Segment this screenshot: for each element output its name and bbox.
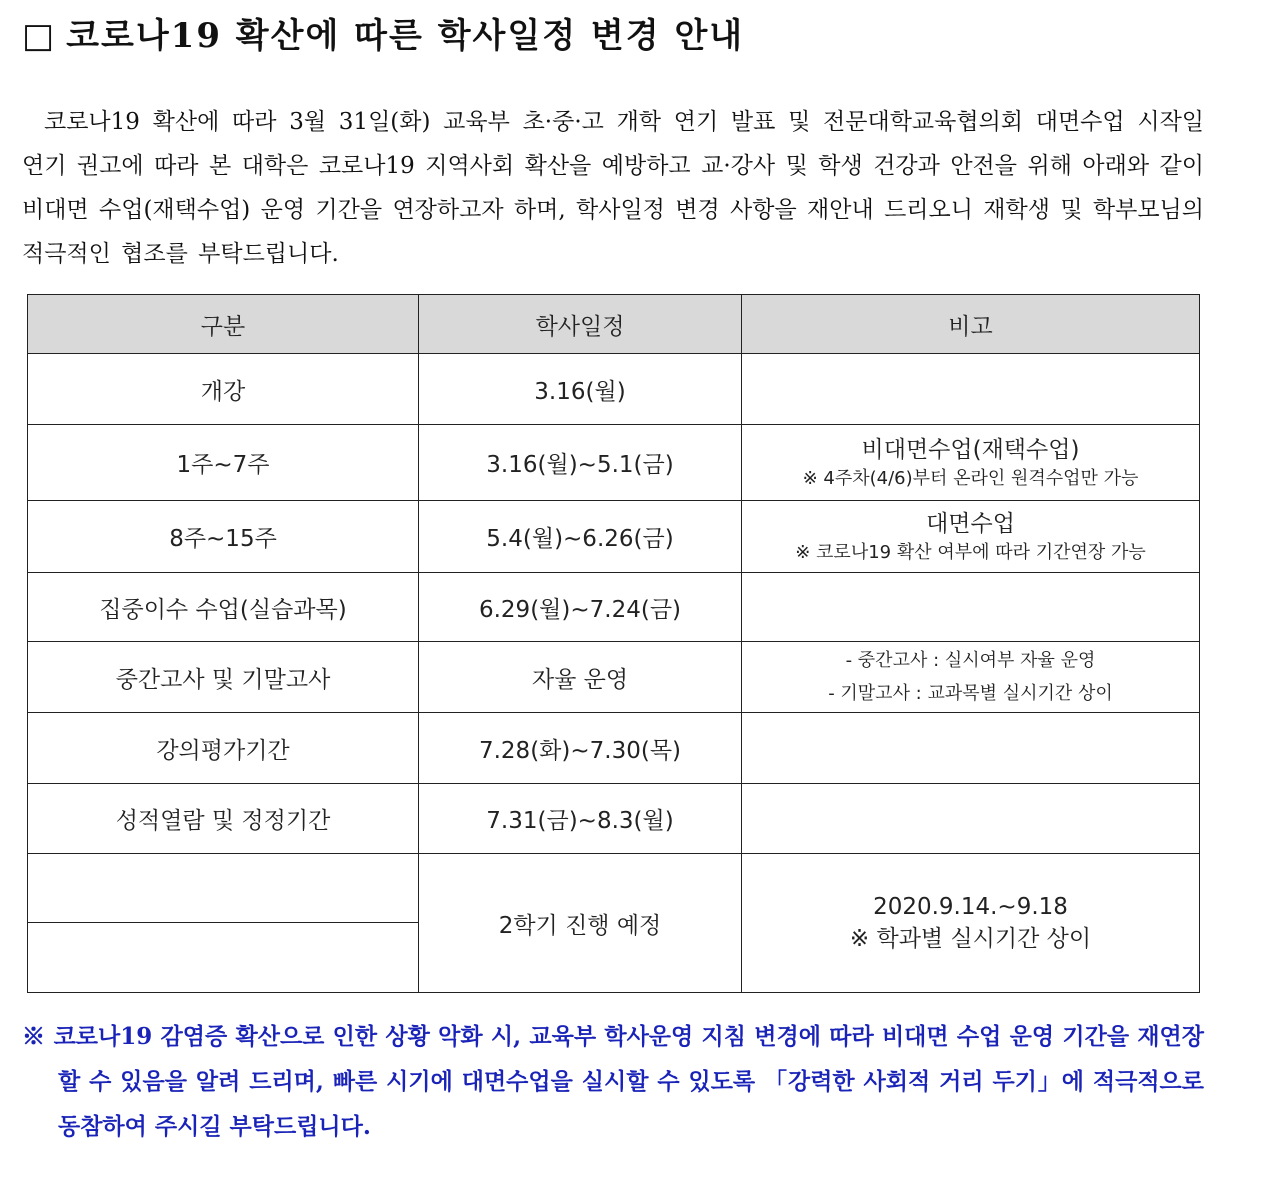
checkbox-glyph: □ [22,16,57,56]
row-category: 개강 [28,354,419,425]
row-schedule: 7.31(금)~8.3(월) [419,784,742,854]
row-schedule: 3.16(월)~5.1(금) [419,425,742,501]
table-row [28,854,1200,923]
row-schedule: 2학기 진행 예정 [419,854,742,993]
table-row [28,713,1200,784]
table-row [28,642,1200,713]
table-row [28,573,1200,642]
row-note [742,642,1200,713]
row-schedule: 7.28(화)~7.30(목) [419,713,742,784]
note-main-text: 대면수업 [926,510,1015,537]
row-category: 1주~7주 [28,425,419,501]
note-sub-text: ※ 코로나19 확산 여부에 따라 기간연장 가능 [795,541,1146,563]
intro-paragraph [22,100,1204,276]
row-note [742,784,1200,854]
row-category: 중간고사 및 기말고사 [28,642,419,713]
row-category [28,854,419,923]
row-category: 집중이수 수업(실습과목) [28,573,419,642]
row-category: 8주~15주 [28,501,419,573]
note-main-text: 비대면수업(재택수업) [861,436,1080,463]
header-category: 구분 [28,295,419,354]
row-note [742,354,1200,425]
row-category: 성적열람 및 정정기간 [28,784,419,854]
row-note [742,713,1200,784]
header-note: 비고 [742,295,1200,354]
row-schedule: 6.29(월)~7.24(금) [419,573,742,642]
note-sub-text: ※ 학과별 실시기간 상이 [849,926,1092,952]
note-line-midterm: - 중간고사 : 실시여부 자율 운영 [845,650,1096,671]
page-title-text: 코로나19 확산에 따른 학사일정 변경 안내 [66,16,745,56]
row-category: 강의평가기간 [28,713,419,784]
notice-text: ※ 코로나19 감염증 확산으로 인한 상황 악화 시, 교육부 학사운영 지침 변경에 따라 비대면 수업 운영 기간을 재연장할 수 있음을 알려 드리며, 빠른 시기에 대면수업을 실시할 수 있도록 「강력한 사회적 거리 두기」에 적극적으로 동참하여 주시길 부탁드립니다. [22,1023,1204,1140]
table-row [28,425,1200,501]
row-schedule: 5.4(월)~6.26(금) [419,501,742,573]
page-title [22,8,744,57]
row-schedule: 자율 운영 [419,642,742,713]
note-main-text: 2020.9.14.~9.18 [873,894,1068,920]
intro-text: 코로나19 확산에 따라 3월 31일(화) 교육부 초·중·고 개학 연기 발표 및 전문대학교육협의회 대면수업 시작일 연기 권고에 따라 본 대학은 코로나19 지역사회 확산을 예방하고 교·강사 및 학생 건강과 안전을 위해 아래와 같이 비대면 수업(재택수업) 운영 기간을 연장하고자 하며, 학사일정 변경 사항을 재안내 드리오니 재학생 및 학부모님의 적극적인 협조를 부탁드립니다. [22,109,1204,267]
row-category [28,923,419,993]
note-sub-text: ※ 4주차(4/6)부터 온라인 원격수업만 가능 [802,467,1139,489]
note-line-final: - 기말고사 : 교과목별 실시기간 상이 [828,683,1113,704]
table-row [28,784,1200,854]
row-note [742,425,1200,501]
row-note [742,573,1200,642]
row-schedule: 3.16(월) [419,354,742,425]
table-row [28,354,1200,425]
header-schedule: 학사일정 [419,295,742,354]
row-note [742,854,1200,993]
table-row [28,501,1200,573]
table-header-row [28,295,1200,354]
row-note [742,501,1200,573]
schedule-table [27,294,1200,993]
